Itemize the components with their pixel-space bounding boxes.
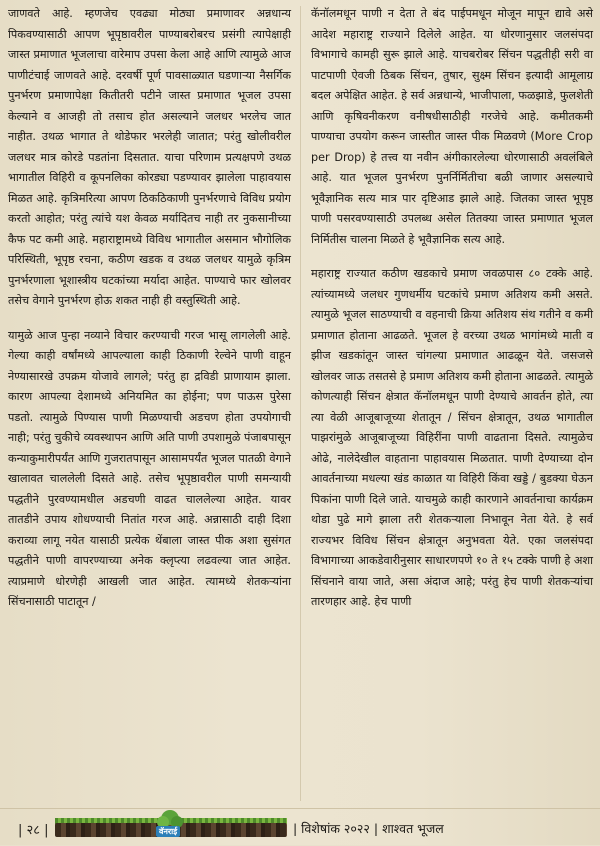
logo-wordmark: वॅनराई [156, 826, 180, 837]
left-column [8, 4, 291, 613]
body-paragraph: महाराष्ट्र राज्यात कठीण खडकाचे प्रमाण जवळपास ८० टक्के आहे. त्यांच्यामध्ये जलधर गुणधर्मीय घटकांचे प्रमाण अतिशय कमी असते. त्यामुळे भूजल साठण्याची व वहनाची क्रिया अतिशय संथ गतीने व कमी प्रमाणात होताना आढळते. भूजल हे वरच्या उथळ भागांमध्ये माती व झीज खडकांतून जास्त चांगल्या प्रमाणात आढळून येते. जसजसे खोलवर जाऊ तसतसे हे प्रमाण अतिशय कमी होताना आढळते. त्यामुळे कोणत्याही सिंचन क्षेत्रात कॅनॉलमधून पाणी देण्याचे आवर्तन होते, त्या त्या वेळी आजूबाजूच्या शेतातून / सिंचन क्षेत्रातून, उथळ भागातील पाझरांमुळे आजूबाजूच्या विहिरींना पाणी वाढताना दिसते. त्यामुळेच ओढे, नालेदेखील वाहताना पाहावयास मिळतात. पाणी देण्याच्या दोन आवर्तनाच्या मधल्या खंड काळात या विहिरी किंवा खड्डे / बुडक्या घेऊन पिकांना पाणी दिले जाते. याचमुळे काही कारणाने आवर्तनाचा कार्यक्रम थोडा पुढे मागे झाला तरी शेतकऱ्याला निभावून नेता येते. हे सर्व राज्यभर विविध सिंचन क्षेत्रातून अनुभवता येते. एका जलसंपदा विभागाच्या आकडेवारीनुसार साधारणपणे १० ते १५ टक्के पाणी हे अशा सिंचनाने वाया जाते, असा अंदाज आहे; परंतु हेच पाणी शेतकऱ्यांचा तारणहार आहे. हेच पाणी [311, 267, 593, 608]
column-divider [300, 6, 301, 801]
body-paragraph: कॅनॉलमधून पाणी न देता ते बंद पाईपमधून मोजून मापून द्यावे असे आदेश महाराष्ट्र राज्याने दिलेले आहेत. या धोरणानुसार जलसंपदा विभागाचे कामही सुरू झाले आहे. याचबरोबर सिंचन पद्धतीही सरी वा पाटपाणी ऐवजी ठिबक सिंचन, तुषार, सुक्ष्म सिंचन इत्यादी आमूलाग्र बदल अपेक्षित आहेत. हे सर्व अन्नधान्ये, भाजीपाला, फळझाडे, फुलशेती आणि कृषिवनीकरण वनीषधीसाठीही गरजेचे आहे. कमीतकमी पाण्याचा उपयोग करून जास्तीत जास्त पीक मिळवणे (More Crop per Drop) हे तत्त्व या नवीन अंगीकारलेल्या धोरणासाठी अवलंबिले आहे. यात भूजल पुनर्भरण पुनर्निर्मितीचा बळी जाणार असल्याचे भूवैज्ञानिक सत्य मात्र पार दृष्टिआड झाले आहे. जितका जास्त भूपृष्ठ पाणी पसरवण्यासाठी उपलब्ध असेल तितक्या जास्त प्रमाणात भूजल निर्मितीस चालना मिळते हे भूवैज्ञानिक सत्य आहे. [311, 7, 594, 246]
body-paragraph: जाणवते आहे. म्हणजेच एवढ्या मोठ्या प्रमाणावर अन्नधान्य पिकवण्यासाठी आपण भूपृष्ठावरील पाण्याबरोबरच प्रसंगी त्यापेक्षाही जास्त प्रमाणात भूजलाचा वारेमाप उपसा केला आहे आणि त्यामुळे आज पाणीटंचाई जाणवते आहे. दरवर्षी पूर्ण पावसाळ्यात घडणाऱ्या नैसर्गिक पुनर्भरण प्रमाणापेक्षा कितीतरी पटीने जास्त प्रमाणात भूजल उपसा केल्याने व आजही तो तसाच होत असल्याने जलधर भरलेच जात नाहीत. उथळ भागात ते थोडेफार भरलेही जातात; परंतु खोलीवरील जलधर मात्र कोरडे पडतांना दिसतात. याचा परिणाम प्रत्यक्षपणे उथळ भागातील विहिरी व कूपनलिका कोरड्या पडण्यावर झालेला पाहावयास मिळत आहे. कृत्रिमरित्या आपण ठिकठिकाणी पुनर्भरणाचे विविध प्रयोग करतो आहोत; परंतु त्यांचे यश केवळ मर्यादितच नाही तर नुकसानीच्या कैफ पट कमी आहे. महाराष्ट्रामध्ये विविध भागातील असमान भौगोलिक परिस्थिती, भूपृष्ठ रचना, कठीण खडक व उथळ जलधर यामुळे कृत्रिम पुनर्भरणाला भूशास्त्रीय घटकांच्या मर्यादा आहेत. पाण्याचे फार खोलवर तसेच वेगाने पुनर्भरण होऊ शकत नाही ही वस्तुस्थिती आहे. [8, 7, 291, 307]
page-number: | २८ | [18, 823, 49, 838]
page-footer [0, 808, 600, 846]
issue-title: | विशेषांक २०२२ | शाश्वत भूजल [293, 821, 444, 836]
right-column [311, 4, 593, 613]
body-paragraph: यामुळे आज पुन्हा नव्याने विचार करण्याची गरज भासू लागलेली आहे. गेल्या काही वर्षांमध्ये आपल्याला काही ठिकाणी रेल्वेने पाणी वाहून नेण्यासारखे उपक्रम योजावे लागले; परंतु हा द्रविडी प्राणायाम झाला. कारण आपल्या देशामध्ये अनियमित का होईना; पण पाऊस पुरेसा पडतो. त्यामुळे पिण्यास पाणी मिळण्याची अडचण होता उपयोगाची नाही; परंतु चुकीचे व्यवस्थापन आणि अति पाणी उपशामुळे पंजाबपासून कन्याकुमारीपर्यंत आणि गुजरातपासून आसामपर्यंत भूजल पातळी वेगाने खालावत चाललेली दिसते आहे. तसेच भूपृष्ठावरील पाणी समन्यायी पद्धतीने पुरवण्यामधील अडचणी वाढत चाललेल्या आहेत. यावर तातडीने उपाय शोधण्याची नितांत गरज आहे. अन्नासाठी दाही दिशा कराव्या लागू नयेत यासाठी प्रत्येक थेंबाला जास्त पीक अशा सुसंगत पद्धतीने पाणी वापरण्याच्या अनेक क्लृप्त्या लढवल्या जात आहेत. त्याप्रमाणे धोरणेही आखली जात आहेत. त्यामध्ये शेतकऱ्यांना सिंचनासाठी पाटातून / [8, 328, 291, 608]
